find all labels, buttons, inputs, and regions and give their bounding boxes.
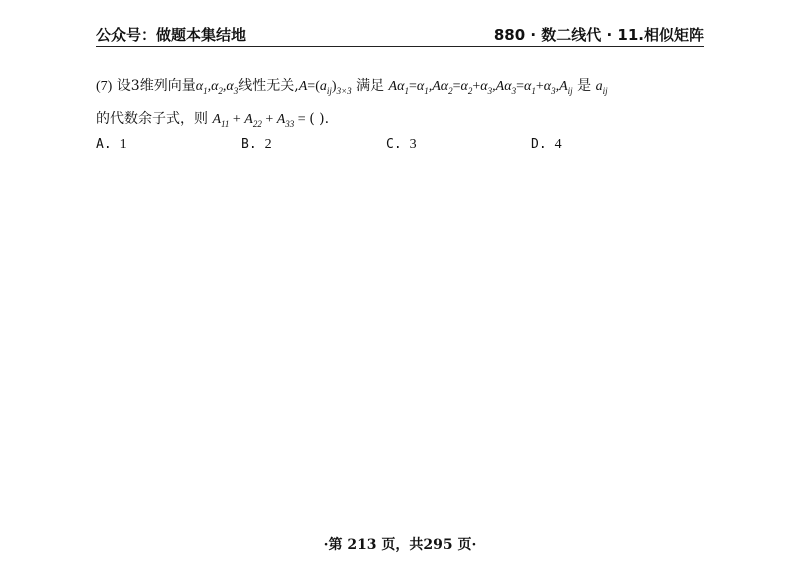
header-source: 公众号：做题本集结地 (96, 26, 247, 44)
stem-end: ( ). (309, 110, 330, 127)
option-a-value: 1 (119, 137, 127, 152)
option-c (386, 137, 417, 153)
stem-mid: 线性无关, (238, 78, 299, 94)
option-b (241, 137, 272, 153)
option-a (96, 137, 127, 153)
stem-satisfy: 满足 (356, 78, 385, 94)
option-d-label: D. (531, 137, 547, 152)
option-b-label: B. (241, 137, 257, 152)
matrix-formula: $A=(a_{ij})_{3\times 3}$ (298, 79, 352, 96)
option-d-value: 4 (554, 137, 562, 152)
sum-formula: $A_{11} + A_{22} + A_{33}$ = (212, 111, 310, 129)
header-chapter: 880 · 数二线代 · 11.相似矩阵 (493, 26, 704, 44)
option-a-label: A. (96, 137, 112, 152)
options (96, 137, 696, 157)
stem-prefix: 设3维列向量 (116, 78, 196, 94)
option-c-label: C. (386, 137, 402, 152)
question-number: (7) (96, 79, 113, 94)
question-line-1 (96, 72, 708, 105)
question-line-2 (96, 105, 708, 138)
page-footer: ·第 213 页，共295 页· (323, 537, 477, 553)
page-header (96, 22, 704, 47)
stem-is: 是 (577, 78, 592, 94)
option-c-value: 3 (409, 137, 417, 152)
conditions-formula: $A\alpha_1=\alpha_1,A\alpha_2=\alpha_2+\alpha_3,A\alpha_3=\alpha_1+\alpha_3,A_{ij}$ (388, 79, 573, 96)
vectors-formula: $\alpha_1,\alpha_2,\alpha_3$ (195, 79, 239, 96)
question-text (96, 72, 708, 138)
stem-cofactor: 的代数余子式，则 (96, 110, 208, 127)
option-d (531, 137, 562, 153)
element-formula: $a_{ij}$ (595, 79, 608, 96)
option-b-value: 2 (264, 137, 272, 152)
